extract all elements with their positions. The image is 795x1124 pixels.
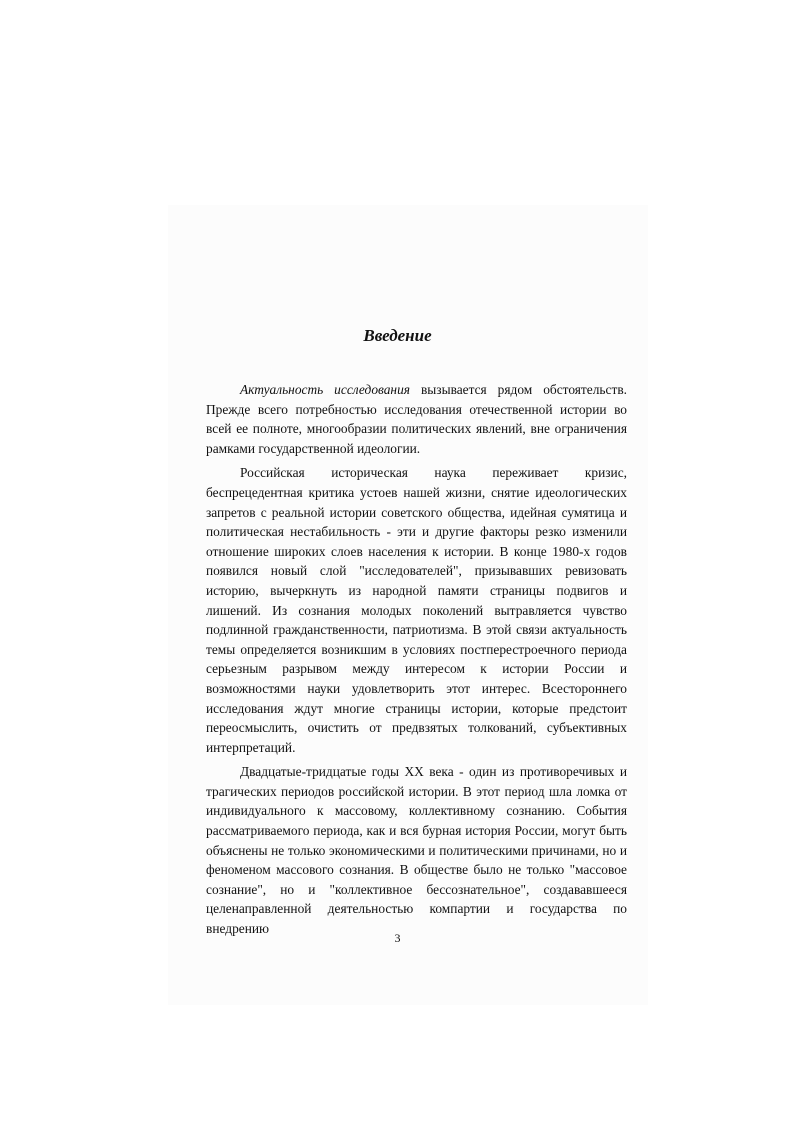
- paragraph-3: Двадцатые-тридцатые годы XX века - один из противоречивых и трагических периодов российской истории. В этот период шла ломка от индивидуального к массовому, коллективному сознанию. События рассматриваемого периода, как и вся бурная история России, могут быть объяснены не только экономическими и политическими причинами, но и феноменом массового сознания. В обществе было не только "массовое сознание", но и "коллективное бессознательное", создававшееся целенаправленной деятельностью компартии и государства по внедрению: [206, 764, 627, 937]
- paragraph-2: Российская историческая наука переживает кризис, беспрецедентная критика устоев нашей жизни, снятие идеологических запретов с реальной истории советского общества, идейная сумятица и политическая нестабильность - эти и другие факторы резко изменили отношение широких слоев населения к истории. В конце 1980-х годов появился новый слой "исследователей", призывавших ревизовать историю, вычеркнуть из народной памяти страницы подвигов и лишений. Из сознания молодых поколений вытравляется чувство подлинной гражданственности, патриотизма. В этой связи актуальность темы определяется возникшим в условиях постперестроечного периода серьезным разрывом между интересом к истории России и возможностями науки удовлетворить этот интерес. Всестороннего исследования ждут многие страницы истории, которые предстоит переосмыслить, очистить от предвзятых толкований, субъективных интерпретаций.: [206, 465, 627, 755]
- paragraph-1-lead: Актуальность исследования: [240, 382, 410, 397]
- page-number: 3: [394, 931, 401, 945]
- body-text: [206, 380, 627, 944]
- paragraph-1: [206, 380, 627, 458]
- page-title: Введение: [363, 326, 432, 345]
- paragraph-1-text: вызывается рядом обстоятельств. Прежде всего потребностью исследования отечественной истории во всей ее полноте, многообразии политических явлений, вне ограничения рамками государственной идеологии.: [206, 382, 627, 456]
